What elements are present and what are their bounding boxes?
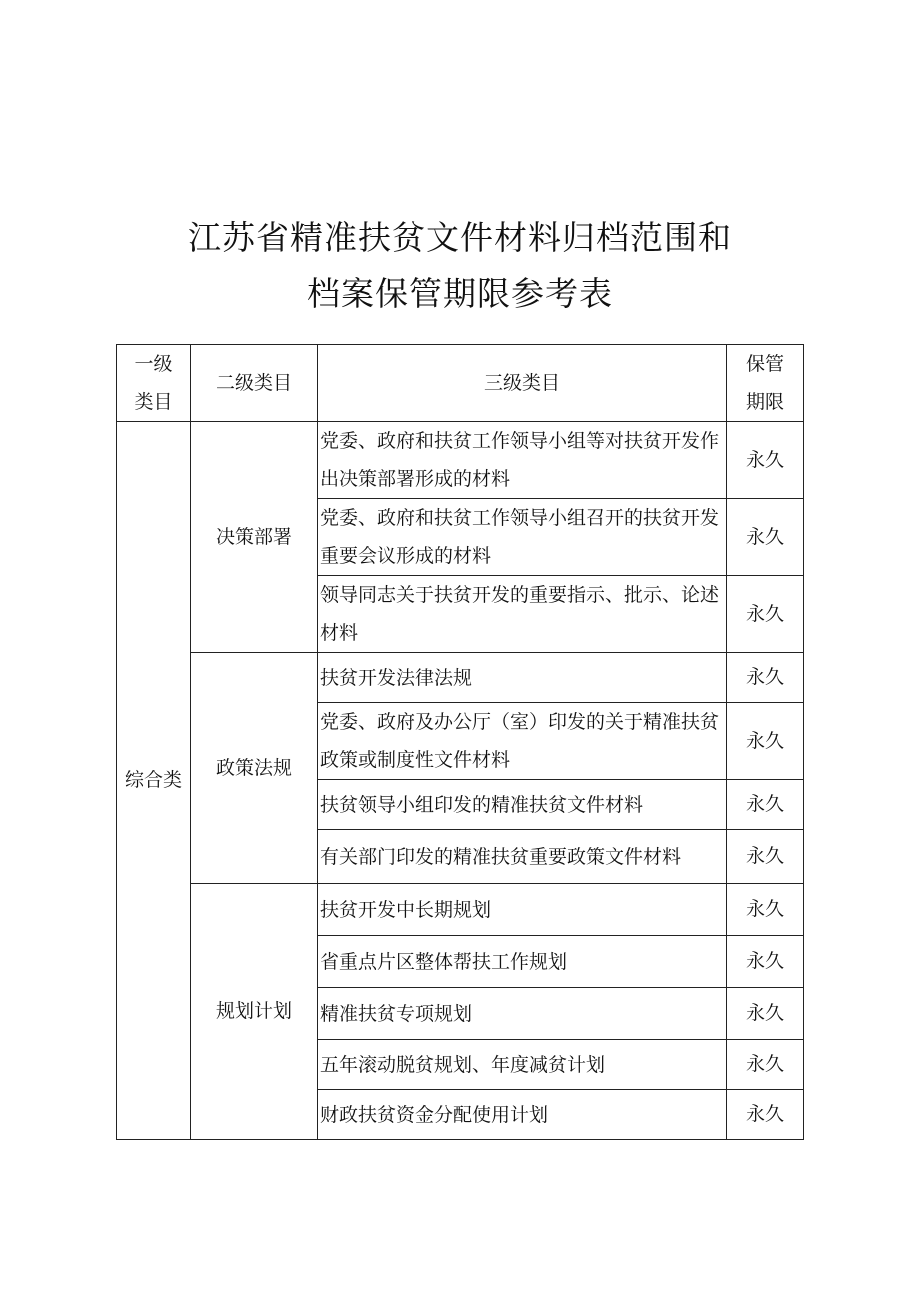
item-text: 财政扶贫资金分配使用计划 [318, 1090, 727, 1140]
item-text: 党委、政府和扶贫工作领导小组等对扶贫开发作出决策部署形成的材料 [318, 422, 727, 499]
item-retention: 永久 [727, 936, 804, 988]
level1-category-cell: 综合类 [117, 422, 191, 1140]
table-header-row [117, 345, 804, 422]
item-retention: 永久 [727, 884, 804, 936]
item-retention: 永久 [727, 703, 804, 780]
header-level3: 三级类目 [318, 345, 727, 422]
item-text: 领导同志关于扶贫开发的重要指示、批示、论述材料 [318, 576, 727, 653]
item-retention: 永久 [727, 780, 804, 830]
retention-table [116, 344, 804, 1140]
header-level1: 一级类目 [134, 353, 173, 413]
table-row [117, 422, 804, 499]
item-retention: 永久 [727, 988, 804, 1040]
item-text: 扶贫开发中长期规划 [318, 884, 727, 936]
document-title-line-1: 江苏省精准扶贫文件材料归档范围和 [188, 218, 732, 257]
item-text: 有关部门印发的精准扶贫重要政策文件材料 [318, 830, 727, 884]
table-row [117, 884, 804, 936]
item-text: 省重点片区整体帮扶工作规划 [318, 936, 727, 988]
item-text: 精准扶贫专项规划 [318, 988, 727, 1040]
document-title-line-2: 档案保管期限参考表 [307, 274, 613, 313]
item-retention: 永久 [727, 576, 804, 653]
item-retention: 永久 [727, 1040, 804, 1090]
item-text: 党委、政府及办公厅（室）印发的关于精准扶贫政策或制度性文件材料 [318, 703, 727, 780]
item-retention: 永久 [727, 499, 804, 576]
item-text: 党委、政府和扶贫工作领导小组召开的扶贫开发重要会议形成的材料 [318, 499, 727, 576]
item-text: 五年滚动脱贫规划、年度减贫计划 [318, 1040, 727, 1090]
item-retention: 永久 [727, 1090, 804, 1140]
item-retention: 永久 [727, 653, 804, 703]
level2-category-cell: 政策法规 [191, 653, 318, 884]
level2-category-cell: 规划计划 [191, 884, 318, 1140]
header-level2: 二级类目 [191, 345, 318, 422]
item-retention: 永久 [727, 830, 804, 884]
item-text: 扶贫领导小组印发的精准扶贫文件材料 [318, 780, 727, 830]
item-retention: 永久 [727, 422, 804, 499]
item-text: 扶贫开发法律法规 [318, 653, 727, 703]
table-row [117, 653, 804, 703]
level2-category-cell: 决策部署 [191, 422, 318, 653]
header-retention: 保管期限 [745, 353, 784, 413]
